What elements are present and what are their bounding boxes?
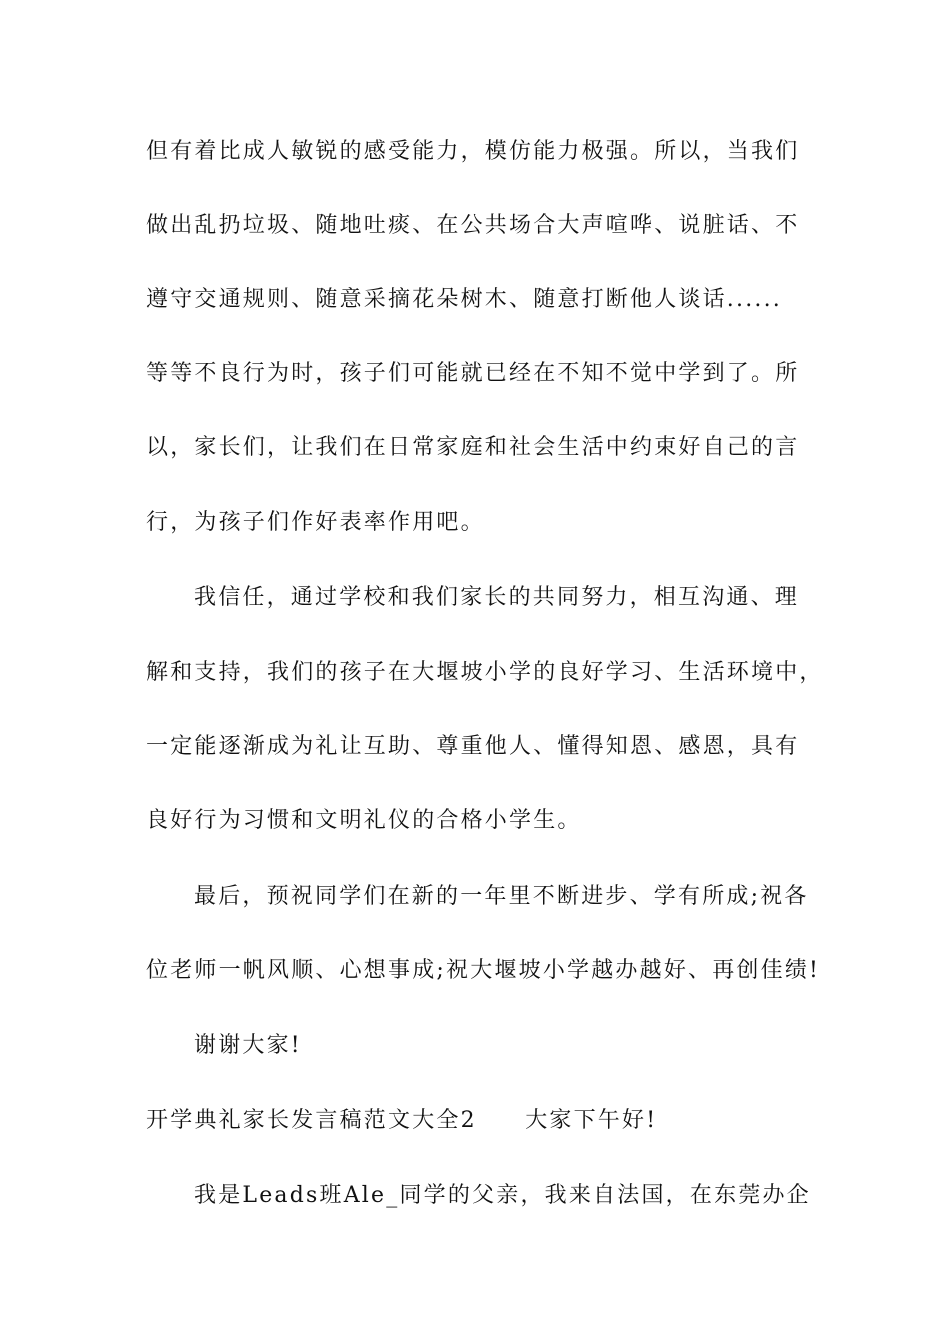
- text-line: 等等不良行为时，孩子们可能就已经在不知不觉中学到了。所: [146, 361, 800, 386]
- paragraph-first-line: 我是Leads班Ale_同学的父亲，我来自法国，在东莞办企: [194, 1183, 811, 1208]
- text-line: 遵守交通规则、随意采摘花朵树木、随意打断他人谈话......: [146, 287, 782, 312]
- section-heading: 开学典礼家长发言稿范文大全2 大家下午好!: [146, 1108, 658, 1133]
- paragraph-first-line: 我信任，通过学校和我们家长的共同努力，相互沟通、理: [194, 585, 800, 610]
- text-line: 良好行为习惯和文明礼仪的合格小学生。: [146, 808, 582, 833]
- text-line: 一定能逐渐成为礼让互助、尊重他人、懂得知恩、感恩，具有: [146, 734, 800, 759]
- text-line: 解和支持，我们的孩子在大堰坡小学的良好学习、生活环境中，: [146, 660, 824, 685]
- closing-line: 谢谢大家!: [194, 1033, 302, 1058]
- text-line: 位老师一帆风顺、心想事成;祝大堰坡小学越办越好、再创佳绩!: [146, 958, 821, 983]
- text-line: 但有着比成人敏锐的感受能力，模仿能力极强。所以，当我们: [146, 139, 800, 164]
- text-line: 以，家长们，让我们在日常家庭和社会生活中约束好自己的言: [146, 435, 800, 460]
- paragraph-first-line: 最后，预祝同学们在新的一年里不断进步、学有所成;祝各: [194, 884, 809, 909]
- text-line: 做出乱扔垃圾、随地吐痰、在公共场合大声喧哗、说脏话、不: [146, 213, 800, 238]
- text-line: 行，为孩子们作好表率作用吧。: [146, 510, 485, 535]
